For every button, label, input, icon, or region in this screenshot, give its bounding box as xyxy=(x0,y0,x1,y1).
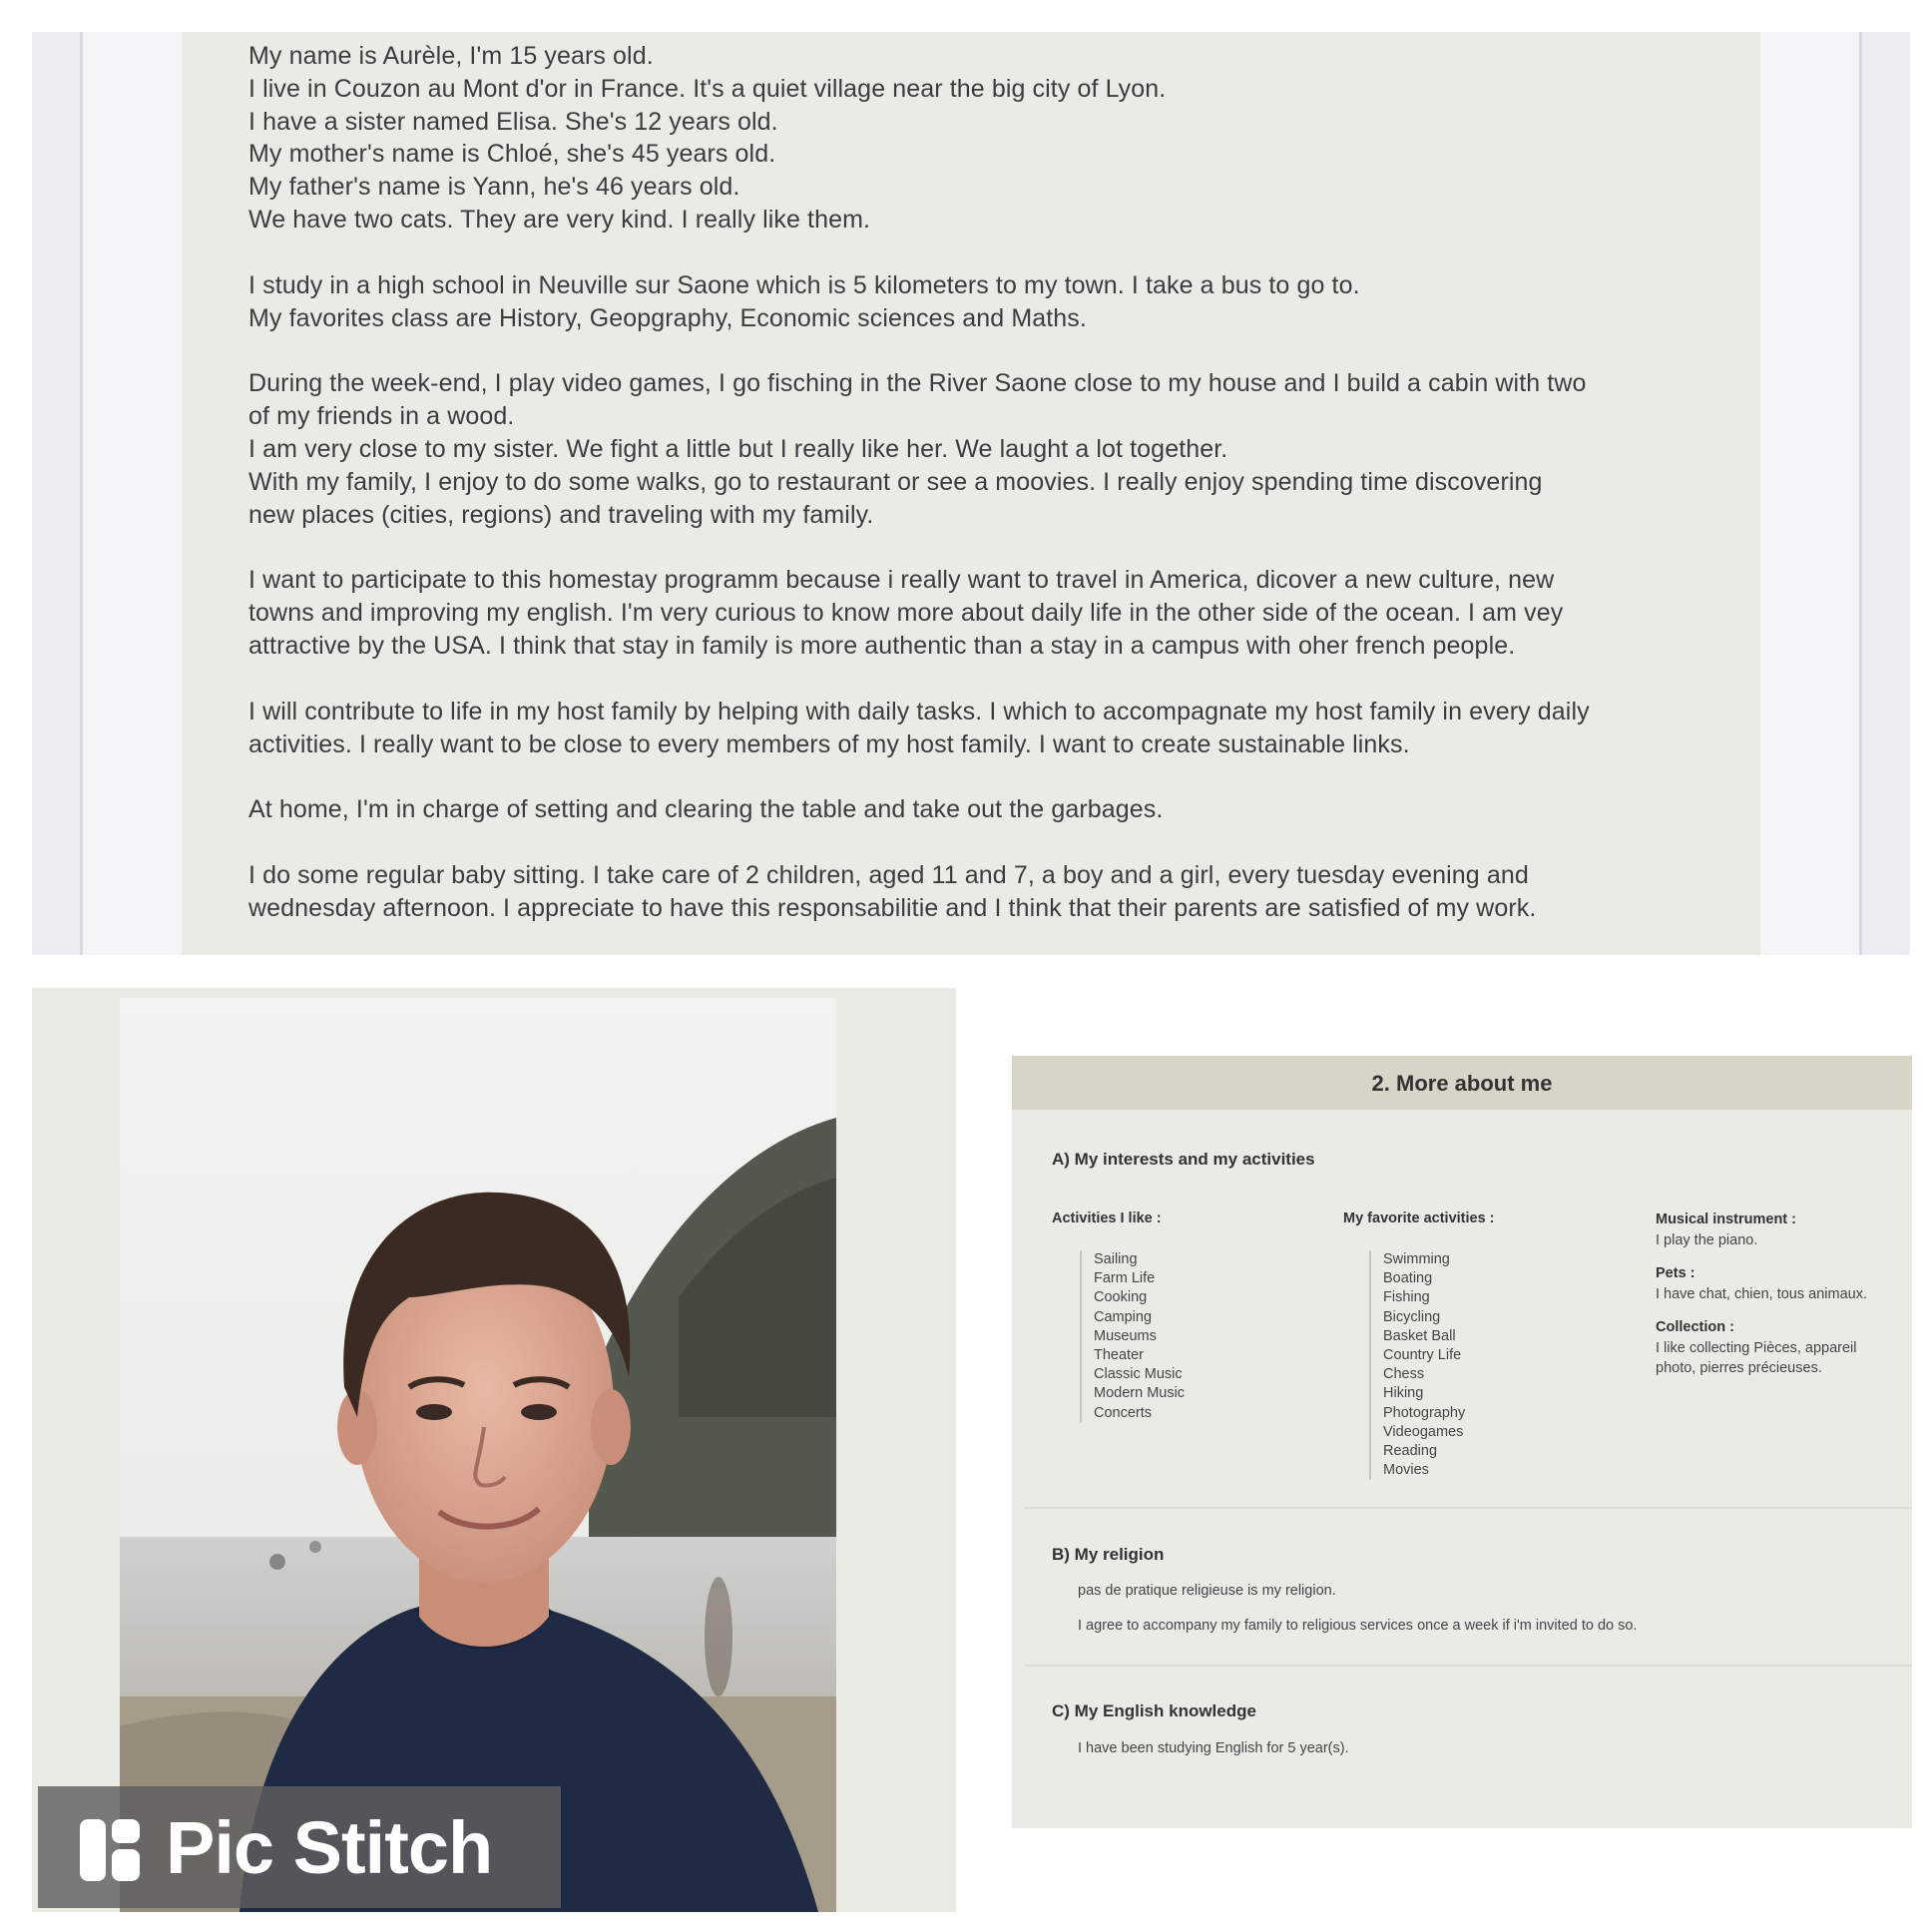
list-item: Videogames xyxy=(1383,1423,1464,1440)
letter-paragraph: I want to participate to this homestay programm because i really want to travel in America, dicover a new culture, new towns and improving my english. I'm very curious to know more about daily life in the other side of the ocean. I am vey attractive by the USA. I think that stay in family is more authentic than a stay in a campus with oher french people. xyxy=(248,566,1564,660)
religion-text: pas de pratique religieuse is my religion. xyxy=(1078,1583,1336,1599)
letter-paragraph: During the week-end, I play video games, I go fisching in the River Saone close to my house and I build a cabin with two of my friends in a wood. I am very close to my sister. We fight a little but I really like her. We laught a lot together. With my family, I enjoy to do some walks, go to restaurant or see a moovies. I really enjoy spending time discovering new places (cities, regions) and traveling with my family. xyxy=(248,369,1587,529)
list-item: Boating xyxy=(1383,1270,1433,1287)
watermark-text: Pic Stitch xyxy=(166,1806,493,1889)
letter-paragraph: I will contribute to life in my host family by helping with daily tasks. I which to accompagnate my host family in every daily activities. I really want to be close to every members of my host family. I want to create sustainable links. xyxy=(248,697,1590,758)
pic-stitch-watermark xyxy=(38,1786,561,1908)
pets-text: I have chat, chien, tous animaux. xyxy=(1656,1286,1867,1302)
instrument-title: Musical instrument : xyxy=(1656,1211,1796,1227)
portrait-photo xyxy=(120,998,836,1912)
list-item: Modern Music xyxy=(1094,1385,1186,1402)
list-item: Basket Ball xyxy=(1383,1327,1456,1344)
list-item: Movies xyxy=(1383,1462,1429,1479)
religion-agreement-text: I agree to accompany my family to religious services once a week if i'm invited to do so. xyxy=(1078,1618,1638,1634)
list-item: Bicycling xyxy=(1383,1308,1441,1325)
list-item: Reading xyxy=(1383,1443,1438,1460)
list-item: Chess xyxy=(1383,1366,1425,1383)
letter-paragraph: At home, I'm in charge of setting and clearing the table and take out the garbages. xyxy=(248,795,1164,824)
letter-paragraph: I study in a high school in Neuville sur Saone which is 5 kilometers to my town. I take a bus to go to. My favorites class are History, Geopgraphy, Economic sciences and Maths. xyxy=(248,270,1360,332)
letter-paragraph: I do some regular baby sitting. I take care of 2 children, aged 11 and 7, a boy and a girl, every tuesday evening and wednesday afternoon. I appreciate to have this responsabilitie and I think that their parents are satisfied of my work. xyxy=(248,861,1537,922)
letter-panel xyxy=(32,32,1910,955)
list-item: Country Life xyxy=(1383,1347,1462,1364)
divider xyxy=(1024,1665,1912,1667)
activities-title: Activities I like : xyxy=(1052,1210,1162,1226)
list-item: Camping xyxy=(1094,1308,1153,1325)
list-item: Photography xyxy=(1383,1404,1466,1421)
list-item: Concerts xyxy=(1094,1404,1153,1421)
list-item: Cooking xyxy=(1094,1289,1148,1306)
page-edge-right xyxy=(1859,32,1910,955)
profile-panel xyxy=(1012,1056,1912,1828)
list-item: Swimming xyxy=(1383,1251,1450,1267)
collection-text: I like collecting Pièces, appareil photo, pierres précieuses. xyxy=(1656,1340,1857,1376)
list-item: Theater xyxy=(1094,1347,1144,1364)
favorites-list xyxy=(1369,1250,1465,1480)
instrument-text: I play the piano. xyxy=(1656,1232,1758,1248)
religion-title: B) My religion xyxy=(1052,1545,1165,1564)
list-item: Fishing xyxy=(1383,1289,1430,1306)
list-item: Sailing xyxy=(1094,1251,1138,1267)
letter-sheet xyxy=(182,32,1760,955)
list-item: Hiking xyxy=(1383,1385,1424,1402)
letter-paragraph: My name is Aurèle, I'm 15 years old. I live in Couzon au Mont d'or in France. It's a quiet village near the big city of Lyon. I have a sister named Elisa. She's 12 years old. My mother's name is Chloé, she's 45 years old. My father's name is Yann, he's 46 years old. We have two cats. They are very kind. I really like them. xyxy=(248,42,1167,234)
collection-title: Collection : xyxy=(1656,1319,1734,1335)
english-text: I have been studying English for 5 year(s). xyxy=(1078,1740,1349,1756)
favorites-title: My favorite activities : xyxy=(1343,1210,1495,1226)
pic-stitch-logo-icon xyxy=(80,1819,140,1881)
interests-title: A) My interests and my activities xyxy=(1052,1150,1315,1169)
activities-list xyxy=(1080,1250,1185,1423)
section-header: 2. More about me xyxy=(1012,1056,1912,1110)
list-item: Museums xyxy=(1094,1327,1157,1344)
divider xyxy=(1024,1507,1912,1509)
photo-panel xyxy=(32,988,956,1912)
pets-title: Pets : xyxy=(1656,1265,1695,1281)
page-edge-left xyxy=(32,32,83,955)
english-title: C) My English knowledge xyxy=(1052,1701,1256,1720)
list-item: Classic Music xyxy=(1094,1366,1183,1383)
list-item: Farm Life xyxy=(1094,1270,1156,1287)
